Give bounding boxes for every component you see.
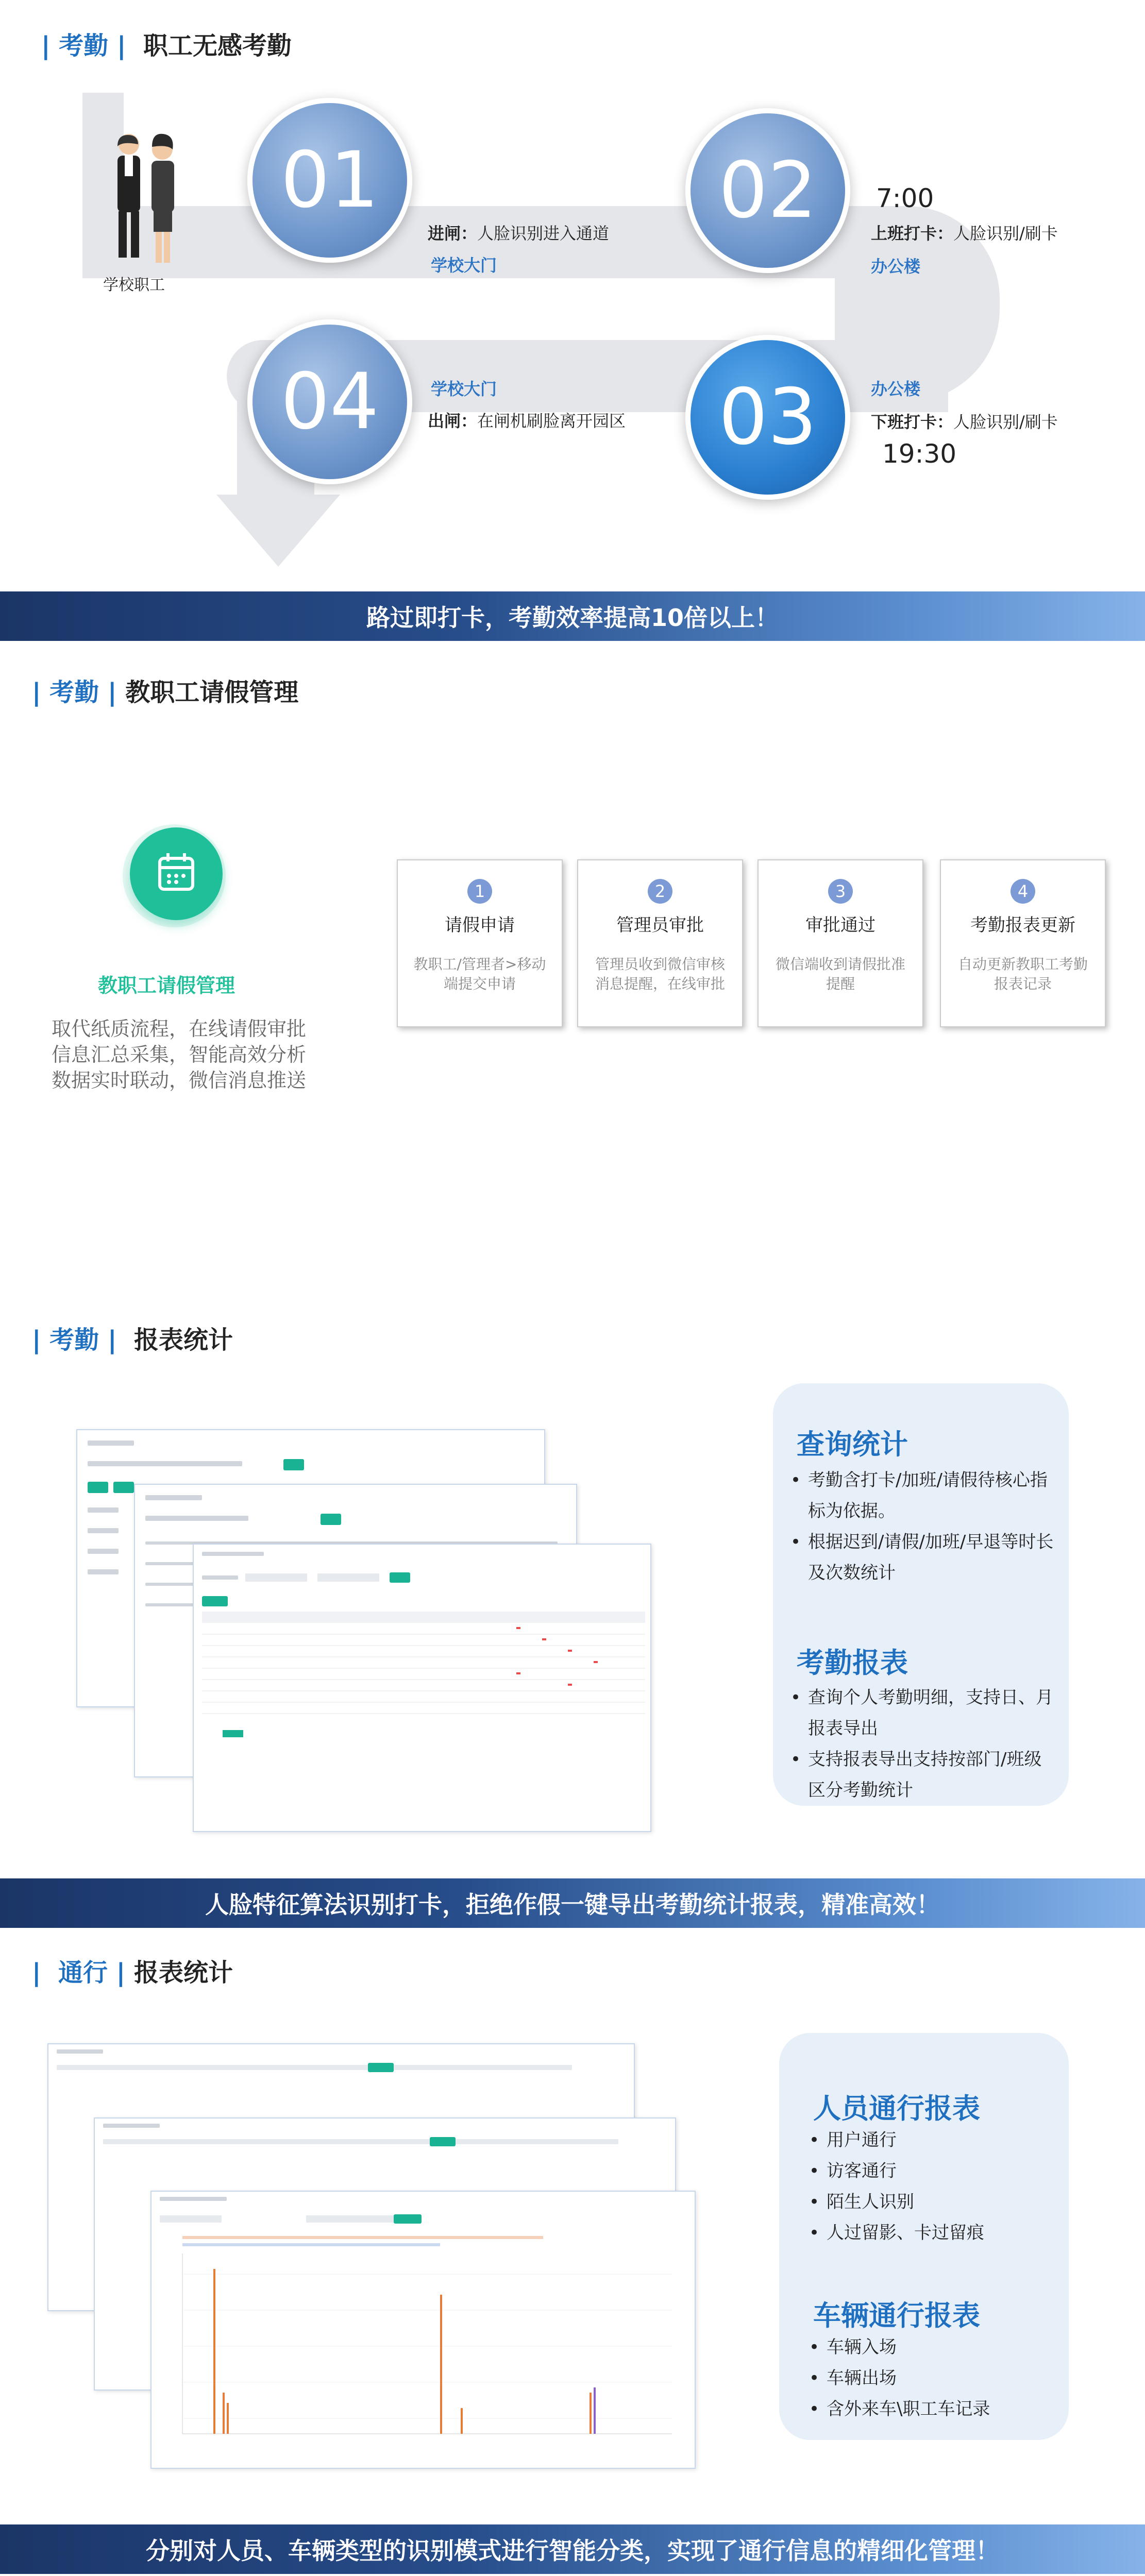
traffic-screenshot-front bbox=[150, 2191, 696, 2469]
section3-title: | 考勤 | 报表统计 bbox=[32, 1326, 233, 1354]
person-traffic-list bbox=[807, 2125, 1054, 2248]
leave-step-2 bbox=[577, 859, 743, 1027]
leave-step-3 bbox=[757, 859, 923, 1027]
report-screenshot-front bbox=[193, 1544, 651, 1832]
person-traffic-heading: 人员通行报表 bbox=[813, 2092, 980, 2125]
step-number: 2 bbox=[648, 879, 672, 904]
banner-traffic: 分别对人员、车辆类型的识别模式进行智能分类，实现了通行信息的精细化管理！ bbox=[0, 2524, 1145, 2574]
down-arrow-icon bbox=[216, 495, 340, 572]
banner-attendance: 路过即打卡，考勤效率提高10倍以上！ bbox=[0, 591, 1145, 641]
section1-title: | 考勤 | 职工无感考勤 bbox=[41, 31, 292, 60]
step-circle-02: 02 bbox=[685, 108, 850, 273]
calendar-icon bbox=[130, 827, 223, 920]
list-item: • 人过留影、卡过留痕 bbox=[807, 2217, 1054, 2248]
leave-icon-label: 教职工请假管理 bbox=[98, 974, 235, 997]
leave-step-1 bbox=[397, 859, 563, 1027]
traffic-chart-mock bbox=[162, 2233, 687, 2465]
section2-title: | 考勤 | 教职工请假管理 bbox=[32, 678, 299, 707]
staff-label: 学校职工 bbox=[103, 276, 165, 294]
list-item: • 根据迟到/请假/加班/早退等时长及次数统计 bbox=[788, 1527, 1056, 1588]
step-number: 3 bbox=[828, 879, 853, 904]
step-title: 管理员审批 bbox=[616, 915, 704, 936]
leave-step-4 bbox=[940, 859, 1106, 1027]
section4-title: | 通行 | 报表统计 bbox=[32, 1958, 233, 1987]
step-number: 4 bbox=[1011, 879, 1035, 904]
list-item: • 含外来车\职工车记录 bbox=[807, 2394, 1054, 2425]
step-desc: 微信端收到请假批准提醒 bbox=[775, 956, 905, 992]
staff-people-icon bbox=[98, 129, 191, 268]
list-item: • 用户通行 bbox=[807, 2125, 1054, 2156]
list-item: • 查询个人考勤明细，支持日、月报表导出 bbox=[788, 1682, 1056, 1744]
report-table-mock bbox=[202, 1612, 645, 1818]
clock-in-label: 上班打卡：人脸识别/刷卡 bbox=[871, 224, 1058, 243]
step-title: 考勤报表更新 bbox=[970, 915, 1075, 936]
exit-label: 出闸：在闸机刷脸离开园区 bbox=[428, 411, 626, 431]
entry-place: 学校大门 bbox=[431, 256, 497, 275]
list-item: • 考勤含打卡/加班/请假待核心指标为依据。 bbox=[788, 1465, 1056, 1527]
banner-face: 人脸特征算法识别打卡，拒绝作假一键导出考勤统计报表，精准高效！ bbox=[0, 1878, 1145, 1928]
query-stats-heading: 查询统计 bbox=[797, 1428, 908, 1461]
leave-description: 取代纸质流程，在线请假审批 信息汇总采集，智能高效分析 数据实时联动，微信消息推送 bbox=[52, 1018, 307, 1092]
step-title: 请假申请 bbox=[445, 915, 515, 936]
list-item: • 支持报表导出支持按部门/班级区分考勤统计 bbox=[788, 1744, 1056, 1806]
time-0700: 7:00 bbox=[876, 183, 934, 213]
report-info-panel bbox=[773, 1383, 1069, 1806]
time-1930: 19:30 bbox=[882, 439, 957, 469]
attendance-report-heading: 考勤报表 bbox=[797, 1647, 908, 1679]
exit-place: 学校大门 bbox=[431, 379, 497, 399]
step-circle-04: 04 bbox=[247, 319, 412, 484]
query-stats-list bbox=[788, 1465, 1056, 1588]
step-desc: 教职工/管理者>移动端提交申请 bbox=[413, 956, 546, 992]
step-desc: 管理员收到微信审核消息提醒，在线审批 bbox=[595, 956, 725, 992]
step-desc: 自动更新教职工考勤报表记录 bbox=[957, 956, 1088, 992]
step-circle-01: 01 bbox=[247, 98, 412, 263]
traffic-info-panel bbox=[779, 2033, 1069, 2440]
clock-out-label: 下班打卡：人脸识别/刷卡 bbox=[871, 412, 1058, 432]
list-item: • 车辆出场 bbox=[807, 2363, 1054, 2394]
step-number: 1 bbox=[467, 879, 492, 904]
step-title: 审批通过 bbox=[805, 915, 875, 936]
step-circle-03: 03 bbox=[685, 335, 850, 500]
list-item: • 车辆入场 bbox=[807, 2332, 1054, 2363]
clock-in-place: 办公楼 bbox=[871, 257, 921, 276]
attendance-report-list bbox=[788, 1682, 1056, 1806]
vehicle-traffic-heading: 车辆通行报表 bbox=[813, 2299, 980, 2332]
clock-out-place: 办公楼 bbox=[871, 379, 921, 399]
list-item: • 访客通行 bbox=[807, 2156, 1054, 2187]
entry-label: 进闸：人脸识别进入通道 bbox=[428, 224, 610, 243]
vehicle-traffic-list bbox=[807, 2332, 1054, 2425]
list-item: • 陌生人识别 bbox=[807, 2187, 1054, 2217]
